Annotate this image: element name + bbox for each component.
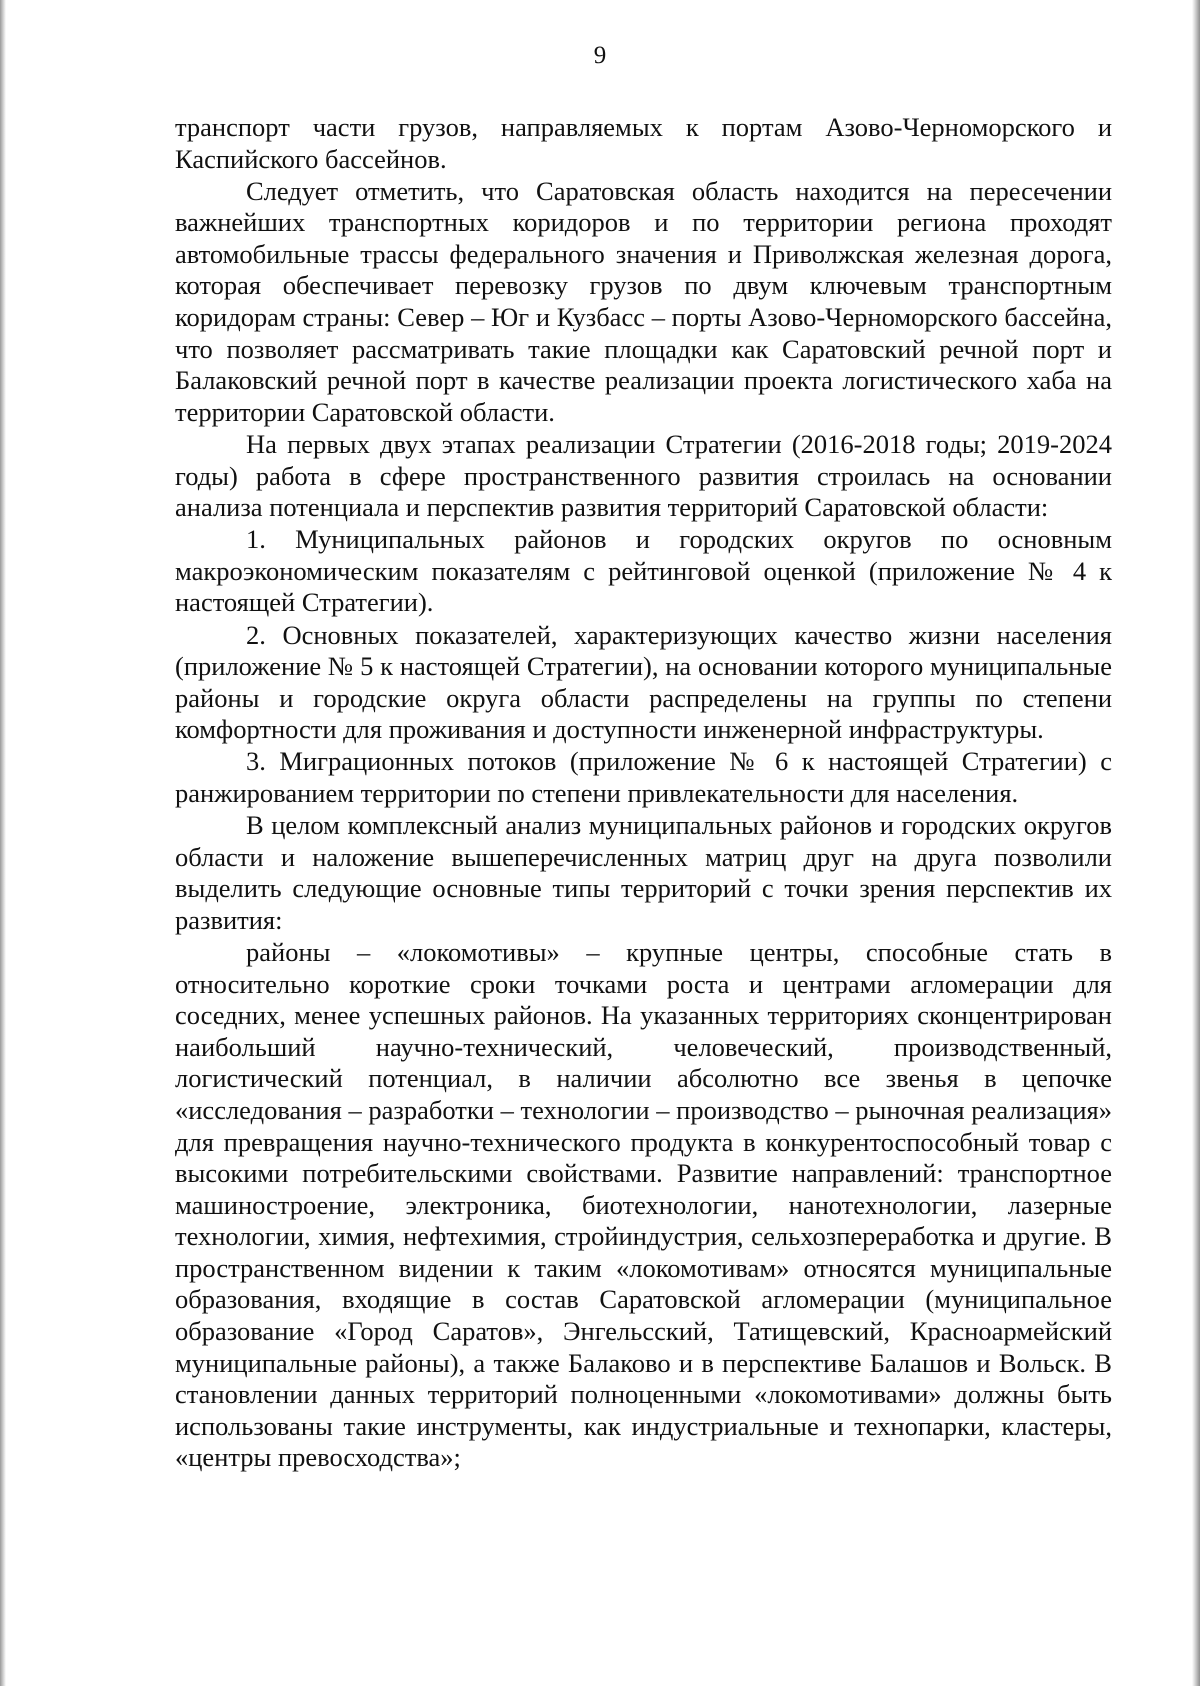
- document-body: [175, 112, 1112, 1475]
- paragraph-territory-types: В целом комплексный анализ муниципальных районов и городских округов области и наложение вышеперечисленных матриц друг на друга позволили выделить следующие основные типы территорий с точки зрения перспектив их развития:: [175, 810, 1112, 935]
- page-number: 9: [593, 42, 607, 69]
- paragraph-transport-corridors: Следует отметить, что Саратовская область находится на пересечении важнейших транспортных коридоров и по территории региона проходят автомобильные трассы федерального значения и Приволжская железная дорога, которая обеспечивает перевозку грузов по двум ключевым транспортным коридорам страны: Север – Юг и Кузбасс – порты Азово-Черноморского бассейна, что позволяет рассматривать такие площадки как Саратовский речной порт и Балаковский речной порт в качестве реализации проекта логистического хаба на территории Саратовской области.: [175, 175, 1112, 427]
- paragraph-continuation: транспорт части грузов, направляемых к портам Азово-Черноморского и Каспийского бассейнов.: [175, 112, 1112, 174]
- scan-edge-left: [0, 0, 6, 1686]
- list-item-2: 2. Основных показателей, характеризующих качество жизни населения (приложение № 5 к настоящей Стратегии), на основании которого муниципальные районы и городские округа области распределены на группы по степени комфортности для проживания и доступности инженерной инфраструктуры.: [175, 619, 1112, 745]
- scan-edge-right: [1192, 0, 1200, 1686]
- list-item-3: 3. Миграционных потоков (приложение № 6 к настоящей Стратегии) с ранжированием территории по степени привлекательности для населения.: [175, 746, 1112, 808]
- list-item-1: 1. Муниципальных районов и городских округов по основным макроэкономическим показателям с рейтинговой оценкой (приложение № 4 к настоящей Стратегии).: [175, 524, 1112, 618]
- paragraph-strategy-stages: На первых двух этапах реализации Стратегии (2016-2018 годы; 2019-2024 годы) работа в сфере пространственного развития строилась на основании анализа потенциала и перспектив развития территорий Саратовской области:: [175, 428, 1112, 523]
- paragraph-locomotive-districts: районы – «локомотивы» – крупные центры, способные стать в относительно короткие сроки точками роста и центрами агломерации для соседних, менее успешных районов. На указанных территориях сконцентрирован наибольший научно-технический, человеческий, производственный, логистический потенциал, в наличии абсолютно все звенья в цепочке «исследования – разработки – технологии – производство – рыночная реализация» для превращения научно-технического продукта в конкурентоспособный товар с высокими потребительскими свойствами. Развитие направлений: транспортное машиностроение, электроника, биотехнологии, нанотехнологии, лазерные технологии, химия, нефтехимия, стройиндустрия, сельхозпереработка и другие. В пространственном видении к таким «локомотивам» относятся муниципальные образования, входящие в состав Саратовской агломерации (муниципальное образование «Город Саратов», Энгельсский, Татищевский, Красноармейский муниципальные районы), а также Балаково и в перспективе Балашов и Вольск. В становлении данных территорий полноценными «локомотивами» должны быть использованы такие инструменты, как индустриальные и технопарки, кластеры, «центры превосходства»;: [175, 936, 1112, 1473]
